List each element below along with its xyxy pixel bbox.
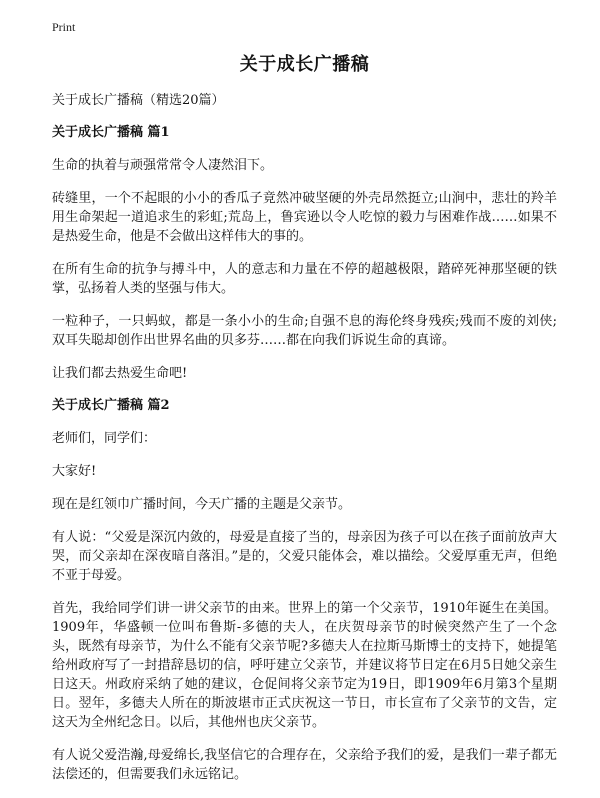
paragraph: 有人说：“父爱是深沉内敛的，母爱是直接了当的，母亲因为孩子可以在孩子面前放声大哭，而父亲却在深夜暗自落泪。”是的，父爱只能体会，难以描绘。父爱厚重无声，但绝不亚于母爱。 xyxy=(52,530,557,583)
paragraph: 在所有生命的抗争与搏斗中，人的意志和力量在不停的超越极限，踏碎死神那坚硬的铁掌，弘扬着人类的坚强与伟大。 xyxy=(52,262,557,296)
document-page xyxy=(52,50,557,798)
paragraph: 砖缝里，一个不起眼的小小的香瓜子竟然冲破坚硬的外壳昂然挺立;山涧中，悲壮的羚羊用生命架起一道追求生的彩虹;荒岛上，鲁宾逊以令人吃惊的毅力与困难作战……如果不是热爱生命，他是不会做出这样伟大的事的。 xyxy=(52,191,557,244)
document-title: 关于成长广播稿 xyxy=(239,54,370,75)
paragraph: 现在是红领巾广播时间，今天广播的主题是父亲节。 xyxy=(52,497,352,512)
paragraph: 生命的执着与顽强常常令人凄然泪下。 xyxy=(52,158,274,173)
print-link[interactable]: Print xyxy=(52,20,76,34)
section-2 xyxy=(52,397,557,784)
paragraph: 让我们都去热爱生命吧! xyxy=(52,366,188,381)
paragraph: 大家好! xyxy=(52,464,97,479)
section-1 xyxy=(52,124,557,383)
section-heading: 关于成长广播稿 篇2 xyxy=(52,398,170,413)
paragraph: 老师们，同学们： xyxy=(52,431,157,446)
paragraph: 一粒种子，一只蚂蚁，都是一条小小的生命;自强不息的海伦终身残疾;残而不废的刘侠;双耳失聪却创作出世界名曲的贝多芬……都在向我们诉说生命的真谛。 xyxy=(52,314,557,348)
paragraph: 首先，我给同学们讲一讲父亲节的由来。世界上的第一个父亲节，1910年诞生在美国。1909年，华盛顿一位叫布鲁斯-多德的夫人，在庆贺母亲节的时候突然产生了一个念头，既然有母亲节，为什么不能有父亲节呢?多德夫人在拉斯马斯博士的支持下，她提笔给州政府写了一封措辞恳切的信，呼吁建立父亲节，并建议将节日定在6月5日她父亲生日这天。州政府采纳了她的建议，仓促间将父亲节定为19日，即1909年6月第3个星期日。翌年，多德夫人所在的斯波堪市正式庆祝这一节日，市长宣布了父亲节的文告，定这天为全州纪念日。以后，其他州也庆父亲节。 xyxy=(52,601,557,730)
paragraph: 有人说父爱浩瀚,母爱绵长,我坚信它的合理存在，父亲给予我们的爱，是我们一辈子都无法偿还的，但需要我们永远铭记。 xyxy=(52,748,557,782)
document-subtitle: 关于成长广播稿（精选20篇） xyxy=(52,93,225,108)
section-heading: 关于成长广播稿 篇1 xyxy=(52,125,170,140)
